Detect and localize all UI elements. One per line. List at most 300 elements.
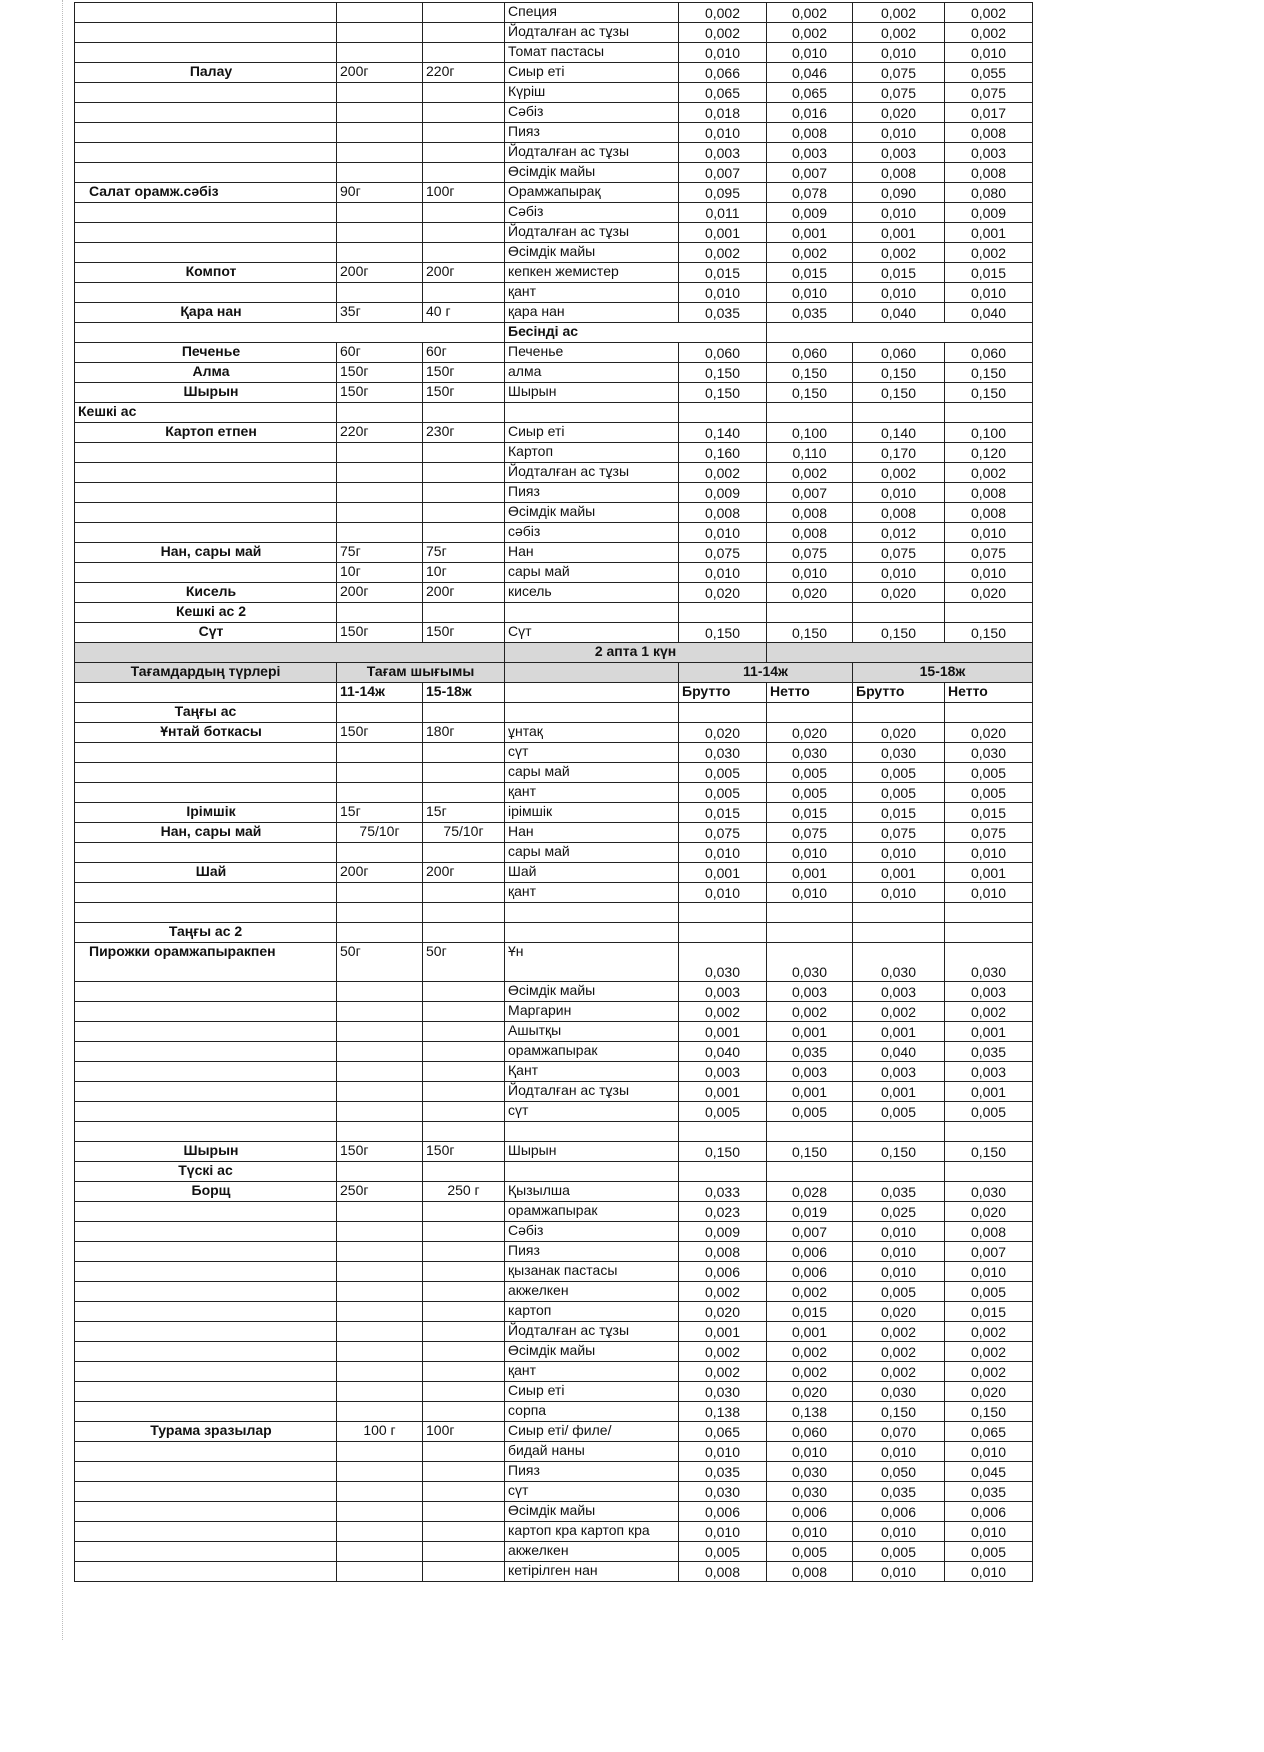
gross-15-18: 0,001 xyxy=(853,1022,945,1042)
dish-name: Салат орамж.сәбіз xyxy=(75,183,337,203)
dish-name xyxy=(75,103,337,123)
net-15-18: 0,005 xyxy=(945,1282,1033,1302)
gross-11-14: 0,005 xyxy=(679,1542,767,1562)
dish-name xyxy=(75,1122,337,1142)
gross-11-14: 0,035 xyxy=(679,1462,767,1482)
net-11-14: 0,138 xyxy=(767,1402,853,1422)
net-11-14: 0,006 xyxy=(767,1242,853,1262)
product-name: Сәбіз xyxy=(505,1222,679,1242)
gross-11-14: 0,010 xyxy=(679,43,767,63)
yield-15-18 xyxy=(423,982,505,1002)
gross-15-18: 0,012 xyxy=(853,523,945,543)
yield-15-18 xyxy=(423,1442,505,1462)
net-15-18: 0,006 xyxy=(945,1502,1033,1522)
net-11-14: 0,150 xyxy=(767,623,853,643)
yield-11-14: 75г xyxy=(337,543,423,563)
gross-15-18: 0,010 xyxy=(853,1522,945,1542)
yield-15-18 xyxy=(423,1482,505,1502)
product-name: Йодталған ас тұзы xyxy=(505,223,679,243)
dish-name: Нан, сары май xyxy=(75,823,337,843)
product-name: Өсімдік майы xyxy=(505,163,679,183)
column-subheader-row xyxy=(75,683,1033,703)
yield-15-18 xyxy=(423,1342,505,1362)
yield-11-14 xyxy=(337,1402,423,1422)
yield-11-14 xyxy=(337,163,423,183)
product-name: акжелкен xyxy=(505,1542,679,1562)
yield-15-18 xyxy=(423,1222,505,1242)
net-11-14: 0,003 xyxy=(767,143,853,163)
gross-15-18: 0,010 xyxy=(853,123,945,143)
header-yield: Тағам шығымы xyxy=(337,663,505,683)
net-15-18: 0,002 xyxy=(945,3,1033,23)
gross-15-18: 0,010 xyxy=(853,843,945,863)
gross-15-18: 0,020 xyxy=(853,1302,945,1322)
dish-name xyxy=(75,463,337,483)
product-name: Өсімдік майы xyxy=(505,1342,679,1362)
net-15-18: 0,002 xyxy=(945,1322,1033,1342)
net-11-14: 0,002 xyxy=(767,23,853,43)
yield-15-18 xyxy=(423,603,505,623)
table-row xyxy=(75,943,1033,982)
yield-15-18 xyxy=(423,1542,505,1562)
yield-11-14 xyxy=(337,1562,423,1582)
section-empty-cell xyxy=(337,703,423,723)
gross-15-18: 0,010 xyxy=(853,883,945,903)
product-name: картоп xyxy=(505,1302,679,1322)
yield-15-18: 150г xyxy=(423,383,505,403)
net-11-14: 0,002 xyxy=(767,1342,853,1362)
product-name: Сүт xyxy=(505,623,679,643)
net-15-18: 0,005 xyxy=(945,1542,1033,1562)
product-name: Картоп xyxy=(505,443,679,463)
gross-15-18 xyxy=(853,1122,945,1142)
yield-15-18 xyxy=(423,843,505,863)
table-row xyxy=(75,1542,1033,1562)
band-title: 2 апта 1 күн xyxy=(505,643,767,663)
section-empty-cell xyxy=(767,1162,853,1182)
yield-15-18: 180г xyxy=(423,723,505,743)
net-11-14: 0,005 xyxy=(767,783,853,803)
product-name: Ашытқы xyxy=(505,1022,679,1042)
gross-15-18: 0,090 xyxy=(853,183,945,203)
table-row xyxy=(75,543,1033,563)
yield-11-14 xyxy=(337,123,423,143)
table-row xyxy=(75,1362,1033,1382)
table-row xyxy=(75,383,1033,403)
gross-15-18: 0,035 xyxy=(853,1182,945,1202)
yield-11-14 xyxy=(337,203,423,223)
table-row xyxy=(75,363,1033,383)
yield-15-18 xyxy=(423,903,505,923)
subheader-net: Нетто xyxy=(945,683,1033,703)
gross-11-14: 0,065 xyxy=(679,1422,767,1442)
product-name: Маргарин xyxy=(505,1002,679,1022)
section-empty-cell xyxy=(767,403,853,423)
product-name: сүт xyxy=(505,1102,679,1122)
gross-11-14: 0,001 xyxy=(679,1022,767,1042)
section-empty-cell xyxy=(853,703,945,723)
table-row xyxy=(75,1082,1033,1102)
yield-11-14 xyxy=(337,483,423,503)
net-15-18: 0,010 xyxy=(945,1262,1033,1282)
net-15-18: 0,120 xyxy=(945,443,1033,463)
dish-name xyxy=(75,1482,337,1502)
net-15-18: 0,005 xyxy=(945,763,1033,783)
table-row xyxy=(75,1222,1033,1242)
net-15-18: 0,150 xyxy=(945,363,1033,383)
dish-name xyxy=(75,503,337,523)
gross-11-14: 0,020 xyxy=(679,723,767,743)
yield-11-14: 150г xyxy=(337,363,423,383)
gross-11-14: 0,002 xyxy=(679,3,767,23)
yield-15-18 xyxy=(423,1022,505,1042)
gross-11-14: 0,002 xyxy=(679,243,767,263)
net-11-14: 0,100 xyxy=(767,423,853,443)
net-15-18: 0,065 xyxy=(945,1422,1033,1442)
yield-11-14 xyxy=(337,903,423,923)
gross-11-14: 0,075 xyxy=(679,823,767,843)
product-name: Йодталған ас тұзы xyxy=(505,23,679,43)
yield-15-18 xyxy=(423,1402,505,1422)
yield-11-14 xyxy=(337,1042,423,1062)
dish-name: Алма xyxy=(75,363,337,383)
dish-name xyxy=(75,1562,337,1582)
gross-11-14: 0,138 xyxy=(679,1402,767,1422)
section-empty-cell xyxy=(423,923,505,943)
gross-15-18: 0,010 xyxy=(853,43,945,63)
week-day-band xyxy=(75,643,1033,663)
gross-15-18: 0,001 xyxy=(853,863,945,883)
net-11-14: 0,002 xyxy=(767,243,853,263)
gross-11-14: 0,008 xyxy=(679,503,767,523)
section-empty-cell xyxy=(679,703,767,723)
section-empty-cell xyxy=(505,703,679,723)
gross-11-14: 0,030 xyxy=(679,1382,767,1402)
net-11-14: 0,001 xyxy=(767,223,853,243)
net-11-14: 0,075 xyxy=(767,823,853,843)
yield-15-18 xyxy=(423,1382,505,1402)
product-name: Сәбіз xyxy=(505,203,679,223)
net-15-18 xyxy=(945,1122,1033,1142)
table-row xyxy=(75,982,1033,1002)
yield-15-18 xyxy=(423,1002,505,1022)
net-11-14: 0,015 xyxy=(767,803,853,823)
dish-name xyxy=(75,163,337,183)
header-blank xyxy=(505,663,679,683)
yield-15-18 xyxy=(423,503,505,523)
dish-name xyxy=(75,1462,337,1482)
gross-11-14: 0,006 xyxy=(679,1262,767,1282)
net-11-14: 0,005 xyxy=(767,1102,853,1122)
net-15-18: 0,020 xyxy=(945,1202,1033,1222)
product-name: сары май xyxy=(505,843,679,863)
product-name: Йодталған ас тұзы xyxy=(505,1082,679,1102)
yield-11-14 xyxy=(337,1082,423,1102)
gross-11-14: 0,003 xyxy=(679,1062,767,1082)
yield-15-18 xyxy=(423,43,505,63)
gross-15-18: 0,002 xyxy=(853,1322,945,1342)
net-15-18: 0,002 xyxy=(945,23,1033,43)
gross-11-14: 0,033 xyxy=(679,1182,767,1202)
net-11-14: 0,060 xyxy=(767,343,853,363)
gross-11-14: 0,150 xyxy=(679,383,767,403)
subheader-product-blank xyxy=(505,683,679,703)
yield-11-14 xyxy=(337,463,423,483)
net-11-14: 0,010 xyxy=(767,843,853,863)
dish-name xyxy=(75,563,337,583)
gross-11-14: 0,003 xyxy=(679,982,767,1002)
dish-name xyxy=(75,1042,337,1062)
dish-name: Шырын xyxy=(75,1142,337,1162)
gross-11-14: 0,010 xyxy=(679,523,767,543)
net-11-14: 0,010 xyxy=(767,1522,853,1542)
table-row xyxy=(75,563,1033,583)
table-row xyxy=(75,163,1033,183)
gross-11-14: 0,002 xyxy=(679,1342,767,1362)
gross-15-18: 0,010 xyxy=(853,1262,945,1282)
net-11-14: 0,009 xyxy=(767,203,853,223)
dish-name xyxy=(75,1002,337,1022)
section-title: Түскі ас xyxy=(75,1162,337,1182)
product-name: кетірілген нан xyxy=(505,1562,679,1582)
table-row xyxy=(75,1022,1033,1042)
gross-11-14: 0,010 xyxy=(679,1522,767,1542)
yield-15-18: 200г xyxy=(423,263,505,283)
section-empty-cell xyxy=(423,703,505,723)
dish-name xyxy=(75,903,337,923)
net-11-14: 0,010 xyxy=(767,43,853,63)
net-11-14: 0,020 xyxy=(767,1382,853,1402)
net-11-14: 0,007 xyxy=(767,1222,853,1242)
yield-15-18 xyxy=(423,83,505,103)
yield-11-14 xyxy=(337,1442,423,1462)
yield-15-18 xyxy=(423,763,505,783)
net-11-14: 0,003 xyxy=(767,1062,853,1082)
yield-15-18: 75г xyxy=(423,543,505,563)
meal-rest xyxy=(767,323,1033,343)
net-15-18: 0,002 xyxy=(945,1362,1033,1382)
dish-name xyxy=(75,83,337,103)
yield-11-14 xyxy=(337,763,423,783)
gross-15-18: 0,010 xyxy=(853,1242,945,1262)
yield-15-18: 10г xyxy=(423,563,505,583)
yield-15-18 xyxy=(423,23,505,43)
gross-11-14: 0,002 xyxy=(679,23,767,43)
yield-11-14 xyxy=(337,1462,423,1482)
net-15-18: 0,030 xyxy=(945,943,1033,982)
yield-11-14: 10г xyxy=(337,563,423,583)
gross-15-18: 0,075 xyxy=(853,63,945,83)
yield-11-14: 100 г xyxy=(337,1422,423,1442)
yield-15-18 xyxy=(423,463,505,483)
gross-15-18: 0,075 xyxy=(853,83,945,103)
gross-11-14: 0,150 xyxy=(679,363,767,383)
menu-table-body xyxy=(75,3,1033,1582)
yield-11-14 xyxy=(337,243,423,263)
net-11-14: 0,002 xyxy=(767,463,853,483)
yield-11-14 xyxy=(337,1222,423,1242)
product-name: Пияз xyxy=(505,123,679,143)
gross-15-18: 0,140 xyxy=(853,423,945,443)
net-15-18: 0,020 xyxy=(945,723,1033,743)
net-11-14: 0,030 xyxy=(767,1462,853,1482)
gross-11-14: 0,035 xyxy=(679,303,767,323)
yield-11-14 xyxy=(337,83,423,103)
table-row xyxy=(75,1002,1033,1022)
net-11-14: 0,046 xyxy=(767,63,853,83)
dish-name: Борщ xyxy=(75,1182,337,1202)
dish-name xyxy=(75,1542,337,1562)
yield-11-14 xyxy=(337,1542,423,1562)
product-name: Қызылша xyxy=(505,1182,679,1202)
gross-15-18: 0,002 xyxy=(853,1002,945,1022)
gross-11-14: 0,001 xyxy=(679,1082,767,1102)
yield-11-14: 150г xyxy=(337,623,423,643)
gross-11-14: 0,005 xyxy=(679,763,767,783)
dish-name xyxy=(75,1442,337,1462)
gross-15-18: 0,010 xyxy=(853,563,945,583)
dish-name xyxy=(75,143,337,163)
product-name: Йодталған ас тұзы xyxy=(505,1322,679,1342)
yield-11-14: 15г xyxy=(337,803,423,823)
yield-15-18 xyxy=(423,883,505,903)
table-row xyxy=(75,1142,1033,1162)
net-15-18: 0,001 xyxy=(945,1082,1033,1102)
dish-name xyxy=(75,743,337,763)
net-15-18: 0,001 xyxy=(945,223,1033,243)
yield-11-14 xyxy=(337,1382,423,1402)
yield-15-18 xyxy=(423,523,505,543)
section-empty-cell xyxy=(505,1162,679,1182)
yield-15-18: 40 г xyxy=(423,303,505,323)
yield-15-18 xyxy=(423,1062,505,1082)
gross-15-18: 0,030 xyxy=(853,943,945,982)
yield-11-14: 200г xyxy=(337,863,423,883)
yield-15-18 xyxy=(423,1102,505,1122)
dish-name xyxy=(75,123,337,143)
dish-name xyxy=(75,982,337,1002)
dish-name xyxy=(75,243,337,263)
dish-name: Пирожки орамжапыракпен xyxy=(75,943,337,982)
gross-15-18: 0,040 xyxy=(853,303,945,323)
yield-11-14 xyxy=(337,883,423,903)
net-11-14: 0,006 xyxy=(767,1502,853,1522)
yield-15-18: 150г xyxy=(423,363,505,383)
net-15-18: 0,003 xyxy=(945,982,1033,1002)
net-11-14: 0,008 xyxy=(767,123,853,143)
table-row xyxy=(75,1442,1033,1462)
header-age-group-1: 11-14ж xyxy=(679,663,853,683)
gross-11-14: 0,030 xyxy=(679,1482,767,1502)
dish-name xyxy=(75,1082,337,1102)
net-11-14: 0,007 xyxy=(767,483,853,503)
product-name: сәбіз xyxy=(505,523,679,543)
gross-11-14: 0,002 xyxy=(679,1362,767,1382)
table-row xyxy=(75,443,1033,463)
gross-15-18: 0,001 xyxy=(853,223,945,243)
net-11-14: 0,005 xyxy=(767,1542,853,1562)
net-11-14: 0,001 xyxy=(767,1022,853,1042)
yield-15-18 xyxy=(423,1522,505,1542)
net-11-14: 0,065 xyxy=(767,83,853,103)
net-15-18: 0,100 xyxy=(945,423,1033,443)
yield-15-18 xyxy=(423,1562,505,1582)
meal-row xyxy=(75,323,1033,343)
dish-name: Палау xyxy=(75,63,337,83)
yield-11-14: 200г xyxy=(337,63,423,83)
net-15-18: 0,060 xyxy=(945,343,1033,363)
dish-name xyxy=(75,3,337,23)
net-15-18: 0,150 xyxy=(945,1402,1033,1422)
gross-11-14: 0,060 xyxy=(679,343,767,363)
gross-11-14: 0,018 xyxy=(679,103,767,123)
net-15-18: 0,002 xyxy=(945,463,1033,483)
gross-15-18: 0,003 xyxy=(853,982,945,1002)
section-row xyxy=(75,403,1033,423)
dish-name xyxy=(75,1202,337,1222)
gross-15-18: 0,075 xyxy=(853,543,945,563)
yield-15-18 xyxy=(423,103,505,123)
yield-15-18 xyxy=(423,1042,505,1062)
yield-15-18 xyxy=(423,1202,505,1222)
table-row xyxy=(75,1062,1033,1082)
gross-11-14: 0,001 xyxy=(679,223,767,243)
table-row xyxy=(75,1282,1033,1302)
dish-name xyxy=(75,1282,337,1302)
gross-15-18: 0,005 xyxy=(853,763,945,783)
band-left xyxy=(75,643,505,663)
dish-name: Ірімшік xyxy=(75,803,337,823)
yield-15-18 xyxy=(423,223,505,243)
gross-15-18: 0,002 xyxy=(853,23,945,43)
yield-15-18: 150г xyxy=(423,1142,505,1162)
net-15-18: 0,010 xyxy=(945,1442,1033,1462)
net-15-18: 0,045 xyxy=(945,1462,1033,1482)
yield-11-14: 50г xyxy=(337,943,423,982)
yield-15-18: 200г xyxy=(423,583,505,603)
gross-11-14: 0,009 xyxy=(679,1222,767,1242)
net-15-18: 0,150 xyxy=(945,383,1033,403)
gross-15-18: 0,020 xyxy=(853,723,945,743)
net-15-18: 0,002 xyxy=(945,1342,1033,1362)
table-row xyxy=(75,903,1033,923)
net-15-18: 0,150 xyxy=(945,623,1033,643)
gross-15-18: 0,002 xyxy=(853,1342,945,1362)
gross-15-18: 0,050 xyxy=(853,1462,945,1482)
gross-11-14: 0,005 xyxy=(679,1102,767,1122)
net-11-14 xyxy=(767,903,853,923)
yield-15-18 xyxy=(423,243,505,263)
gross-15-18: 0,040 xyxy=(853,1042,945,1062)
table-row xyxy=(75,603,1033,623)
product-name: Сиыр еті xyxy=(505,63,679,83)
product-name: Шырын xyxy=(505,1142,679,1162)
product-name: картоп кра картоп кра xyxy=(505,1522,679,1542)
product-name: Печенье xyxy=(505,343,679,363)
product-name: Орамжапырақ xyxy=(505,183,679,203)
table-row xyxy=(75,343,1033,363)
yield-11-14 xyxy=(337,143,423,163)
product-name: Сиыр еті/ филе/ xyxy=(505,1422,679,1442)
net-15-18: 0,030 xyxy=(945,743,1033,763)
net-11-14: 0,015 xyxy=(767,263,853,283)
yield-15-18 xyxy=(423,143,505,163)
yield-15-18: 150г xyxy=(423,623,505,643)
product-name: Йодталған ас тұзы xyxy=(505,143,679,163)
yield-11-14: 150г xyxy=(337,723,423,743)
dish-name xyxy=(75,843,337,863)
table-row xyxy=(75,43,1033,63)
